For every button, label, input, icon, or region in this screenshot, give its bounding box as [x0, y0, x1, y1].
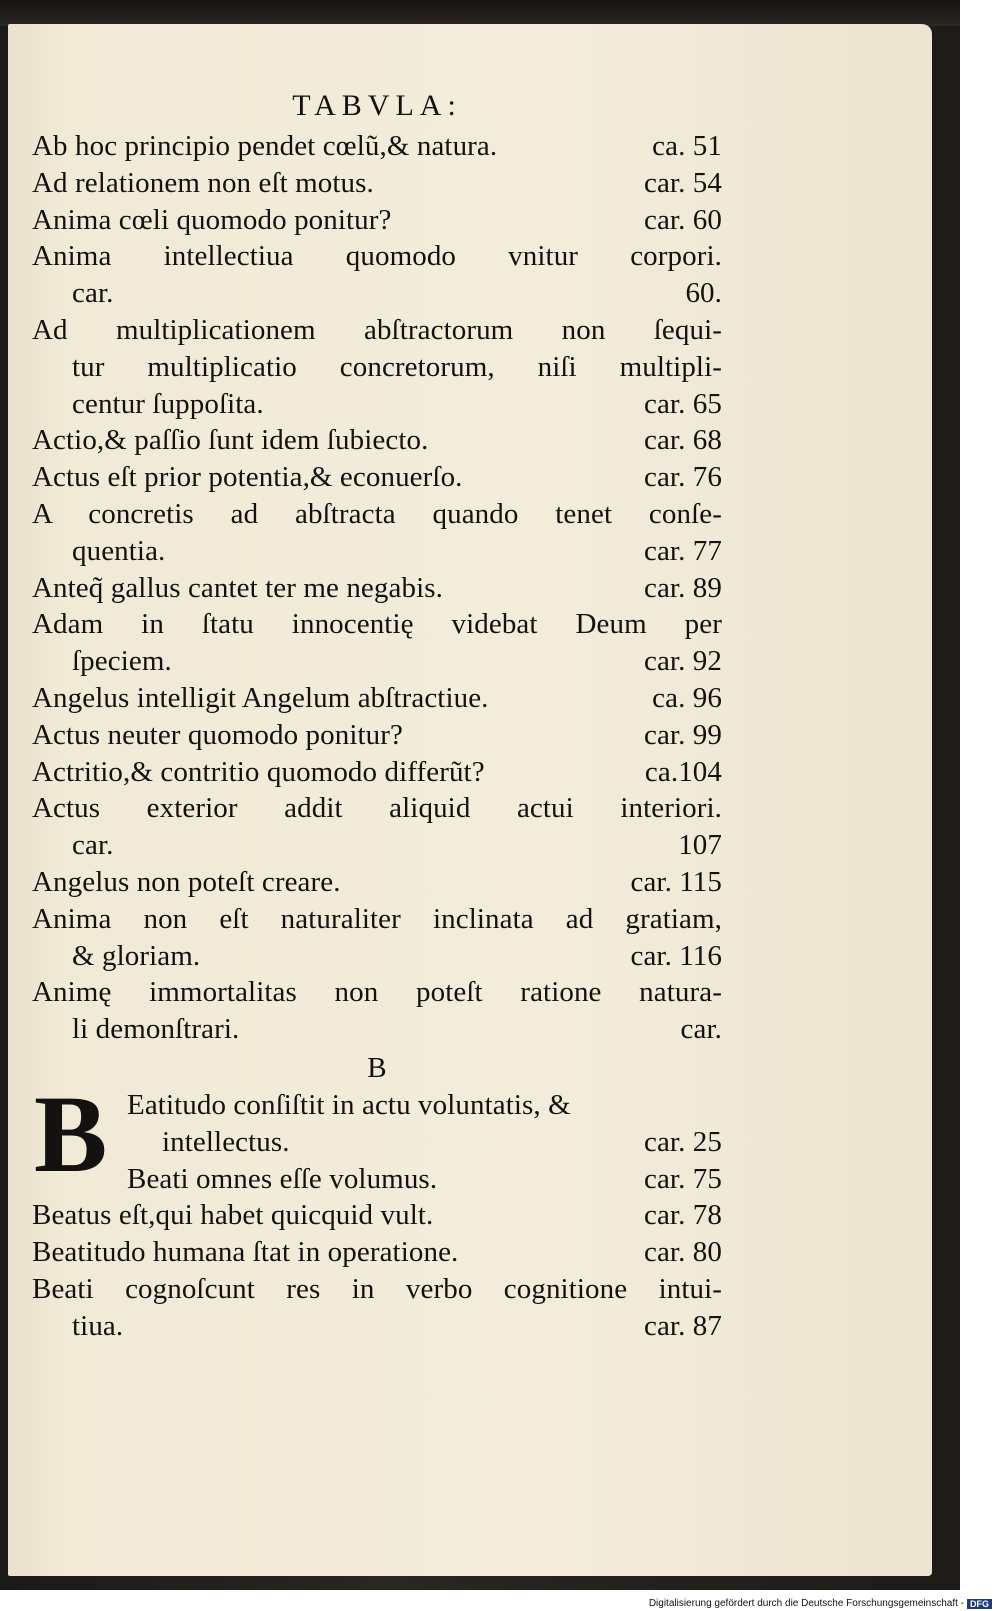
entry-line: Actus exterior addit aliquid actui interiori. — [32, 792, 722, 825]
index-entry — [32, 1234, 722, 1271]
entry-text: li demonſtrari. — [72, 1013, 240, 1046]
entry-reference: ca.104 — [644, 755, 722, 788]
entry-text: quentia. — [72, 534, 166, 567]
index-entry — [32, 165, 722, 202]
index-entry — [32, 312, 722, 422]
entry-line — [32, 1087, 722, 1124]
entry-line: A concretis ad abſtracta quando tenet conſe- — [32, 497, 722, 530]
entry-reference: ca. 51 — [652, 130, 722, 162]
section-heading-b: B — [367, 1051, 387, 1084]
entry-reference: car. 54 — [643, 166, 722, 199]
entry-text: intellectus. — [162, 1125, 290, 1158]
digitization-credit — [649, 1598, 992, 1609]
entry-reference: car. 76 — [643, 461, 722, 494]
entry-line — [32, 165, 722, 202]
entry-line — [32, 275, 722, 312]
index-entry — [32, 1271, 722, 1345]
index-entry — [32, 790, 722, 864]
entry-reference: car. 60 — [643, 203, 722, 236]
index-entry — [32, 238, 722, 312]
entry-reference: car. 65 — [643, 387, 722, 420]
entry-reference: car. 75 — [643, 1162, 722, 1195]
index-entry — [32, 754, 722, 791]
entry-text: Angelus intelligit Angelum abſtractiue. — [32, 681, 489, 714]
index-entry — [32, 717, 722, 754]
entry-reference: car. 80 — [643, 1236, 722, 1269]
entry-reference: car. 25 — [643, 1125, 722, 1158]
entry-line — [32, 422, 722, 459]
entry-text: Anima cœli quomodo ponitur? — [32, 203, 392, 236]
page-text — [32, 86, 722, 1345]
page-title: TABVLA: — [292, 89, 462, 122]
index-entry — [32, 202, 722, 239]
entry-reference: 107 — [678, 829, 722, 862]
entry-line — [32, 1234, 722, 1271]
entry-text: Actus neuter quomodo ponitur? — [32, 718, 403, 751]
entry-line: Ad multiplicationem abſtractorum non ſequi- — [32, 313, 722, 346]
entry-reference: ca. 96 — [652, 681, 722, 714]
entry-reference: car. 99 — [643, 718, 722, 751]
index-entry — [32, 496, 722, 570]
entry-text: Anteq̃ gallus cantet ter me negabis. — [32, 571, 443, 604]
entry-text: Eatitudo conſiſtit in actu voluntatis, & — [127, 1088, 571, 1121]
entry-text: centur ſuppoſita. — [72, 387, 264, 420]
index-entry — [32, 422, 722, 459]
entry-line — [32, 128, 722, 165]
entry-text: car. — [72, 277, 114, 310]
index-entry — [32, 974, 722, 1048]
entry-line — [32, 1197, 722, 1234]
entry-line — [32, 202, 722, 239]
entry-line — [32, 1308, 722, 1345]
entry-reference: car. 68 — [643, 424, 722, 457]
entry-text: & gloriam. — [72, 939, 201, 972]
entry-text: Actus eſt prior potentia,& econuerſo. — [32, 461, 463, 494]
entry-line — [32, 643, 722, 680]
dropcap-block — [32, 1072, 722, 1197]
index-entry — [32, 128, 722, 165]
entry-line — [32, 386, 722, 423]
index-section-a — [32, 128, 722, 1048]
entry-reference: car. — [680, 1013, 722, 1046]
index-section-b — [32, 1197, 722, 1344]
credit-text: Digitalisierung gefördert durch die Deutsche Forschungsgemeinschaft - — [648, 1598, 964, 1609]
entry-reference: car. 78 — [643, 1199, 722, 1232]
entry-line — [32, 1011, 722, 1048]
entry-text: car. — [72, 829, 114, 862]
entry-reference: car. 77 — [643, 534, 722, 567]
index-entry — [32, 606, 722, 680]
entry-line — [32, 827, 722, 864]
entry-reference: 60. — [685, 277, 722, 310]
entry-text: Actritio,& contritio quomodo differũt? — [32, 755, 485, 788]
book-top-edge — [0, 0, 960, 26]
entry-text: Beati omnes eſſe volumus. — [127, 1162, 438, 1195]
index-entry — [32, 864, 722, 901]
entry-line: Anima non eſt naturaliter inclinata ad gratiam, — [32, 902, 722, 935]
entry-line — [32, 717, 722, 754]
index-entry — [32, 570, 722, 607]
index-entry — [32, 680, 722, 717]
entry-line — [32, 680, 722, 717]
entry-line — [32, 570, 722, 607]
entry-text: tiua. — [72, 1309, 124, 1342]
entry-reference: car. 115 — [630, 865, 722, 898]
entry-reference: car. 87 — [643, 1309, 722, 1342]
entry-line — [32, 754, 722, 791]
entry-text: Ad relationem non eſt motus. — [32, 166, 374, 199]
entry-line: Animę immortalitas non poteſt ratione natura- — [32, 976, 722, 1009]
entry-text: ſpeciem. — [72, 645, 172, 678]
entry-line: Beati cognoſcunt res in verbo cognitione intui- — [32, 1272, 722, 1305]
entry-line: Anima intellectiua quomodo vnitur corpori. — [32, 240, 722, 273]
dfg-logo: DFG — [967, 1599, 992, 1609]
entry-line — [32, 864, 722, 901]
entry-text: Beatitudo humana ſtat in operatione. — [32, 1236, 459, 1269]
entry-line — [32, 938, 722, 975]
entry-line: Adam in ſtatu innocentię videbat Deum per — [32, 608, 722, 641]
entry-text: Angelus non poteſt creare. — [32, 865, 341, 898]
entry-line: tur multiplicatio concretorum, niſi multipli- — [72, 350, 722, 383]
entry-line — [32, 1161, 722, 1198]
entry-reference: car. 89 — [643, 571, 722, 604]
index-entry — [32, 459, 722, 496]
entry-text: Ab hoc principio pendet cœlũ,& natura. — [32, 130, 498, 162]
entry-line — [32, 533, 722, 570]
dropcap-letter: B — [34, 1072, 108, 1195]
entry-reference: car. 116 — [630, 939, 722, 972]
index-entry — [32, 901, 722, 975]
index-entry — [32, 1197, 722, 1234]
entry-reference: car. 92 — [643, 645, 722, 678]
entry-line — [32, 1124, 722, 1161]
entry-line — [32, 459, 722, 496]
entry-text: Beatus eſt,qui habet quicquid vult. — [32, 1199, 434, 1232]
entry-text: Actio,& paſſio ſunt idem ſubiecto. — [32, 424, 429, 457]
